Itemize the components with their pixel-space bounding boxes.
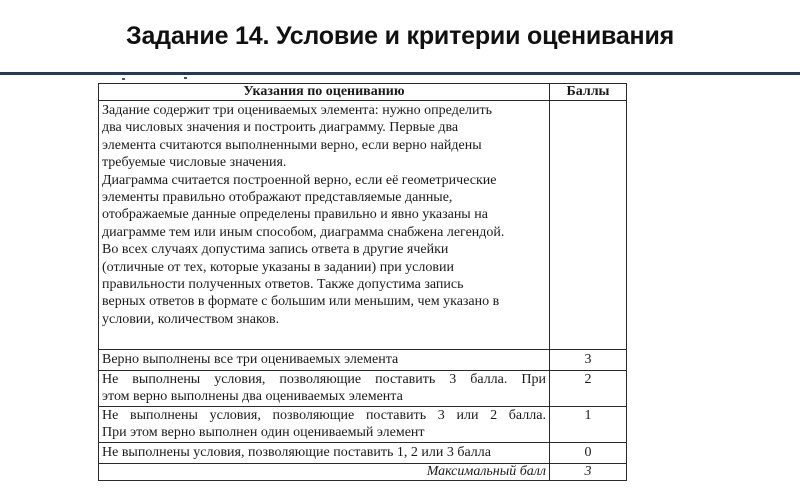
- criteria-line: Не выполнены условия, позволяющие поставить 3 балла. При: [102, 372, 546, 387]
- slide-title: Задание 14. Условие и критерии оценивания: [125, 22, 675, 50]
- description-line: диаграмме тем или иным способом, диаграмма снабжена легендой.: [102, 224, 505, 240]
- table-header-row: [99, 84, 627, 101]
- description-line: Во всех случаях допустима запись ответа в другие ячейки: [102, 242, 449, 258]
- decorative-mark: [122, 78, 125, 80]
- description-line: Диаграмма считается построенной верно, если её геометрические: [102, 172, 497, 188]
- criteria-points: 2: [549, 371, 626, 407]
- criteria-row-1: [99, 407, 627, 443]
- grading-criteria-table: [98, 83, 627, 481]
- task-description: [99, 101, 550, 350]
- criteria-text: [99, 407, 550, 443]
- criteria-text: Не выполнены условия, позволяющие поставить 1, 2 или 3 балла: [99, 443, 550, 464]
- max-score-label: Максимальный балл: [99, 464, 550, 481]
- description-line: правильности полученных ответов. Также допустима запись: [102, 277, 464, 293]
- description-row: [99, 101, 627, 350]
- description-line: Задание содержит три оцениваемых элемента: нужно определить: [102, 103, 493, 118]
- criteria-row-2: [99, 371, 627, 407]
- description-points-empty: [549, 101, 626, 350]
- criteria-points: 3: [549, 350, 626, 371]
- decorative-mark: [184, 77, 187, 79]
- criteria-points: 0: [549, 443, 626, 464]
- description-line: элементы правильно отображают представляемые данные,: [102, 190, 453, 206]
- header-instructions: Указания по оцениванию: [99, 84, 550, 101]
- max-score-row: [99, 464, 627, 481]
- criteria-row-0: [99, 443, 627, 464]
- description-line: условии, количеством знаков.: [102, 311, 280, 327]
- criteria-line: При этом верно выполнен один оцениваемый элемент: [102, 425, 425, 440]
- description-line: (отличные от тех, которые указаны в задании) при условии: [102, 259, 454, 275]
- criteria-text: [99, 371, 550, 407]
- description-line: элемента считаются выполненными верно, если верно найдены: [102, 137, 482, 153]
- criteria-row-3: [99, 350, 627, 371]
- description-line: верных ответов в формате с большим или меньшим, чем указано в: [102, 294, 500, 310]
- title-divider: [0, 72, 800, 75]
- description-line: два числовых значения и построить диаграмму. Первые два: [102, 120, 459, 136]
- criteria-points: 1: [549, 407, 626, 443]
- description-line: требуемые числовые значения.: [102, 155, 287, 171]
- criteria-line: этом верно выполнены два оцениваемых элемента: [102, 389, 403, 404]
- description-line: отображаемые данные определены правильно и явно указаны на: [102, 207, 488, 223]
- header-points: Баллы: [549, 84, 626, 101]
- max-score-value: 3: [549, 464, 626, 481]
- criteria-text: Верно выполнены все три оцениваемых элемента: [99, 350, 550, 371]
- criteria-line: Не выполнены условия, позволяющие поставить 3 или 2 балла.: [102, 408, 546, 423]
